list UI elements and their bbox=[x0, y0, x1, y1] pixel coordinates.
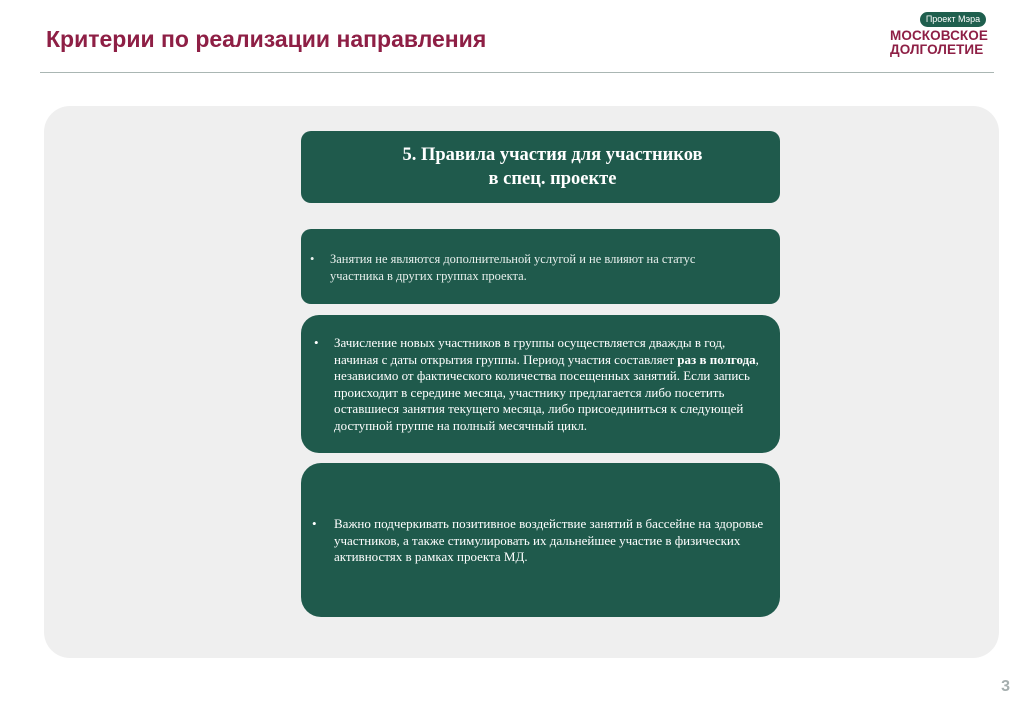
page-title: Критерии по реализации направления bbox=[46, 26, 487, 52]
header-divider bbox=[40, 72, 994, 73]
logo bbox=[888, 12, 992, 62]
rule-text-2-bold: раз в полгода bbox=[677, 351, 756, 367]
logo-badge: Проект Мэра bbox=[920, 12, 986, 27]
bullet-icon: • bbox=[312, 516, 317, 531]
rule-text-1 bbox=[310, 251, 750, 284]
rule-text-3 bbox=[312, 516, 764, 566]
rule-text-3-content: Важно подчеркивать позитивное воздействие занятий в бассейне на здоровье участников, а также стимулировать их дальнейшее участие в физических активностях в рамках проекта МД. bbox=[334, 516, 764, 564]
rule-card-2 bbox=[301, 315, 780, 453]
rule-text-2-part-2: , независимо от фактического количества посещенных занятий. Если запись происходит в середине месяца, участнику предлагается либо посетить оставшиеся занятия текущего месяца, либо присоединиться к следующей доступной группе на полный месячный цикл. bbox=[334, 351, 759, 433]
rule-text-1-content: Занятия не являются дополнительной услугой и не влияют на статус участника в других группах проекта. bbox=[330, 252, 696, 283]
rule-text-2 bbox=[314, 335, 764, 434]
bullet-icon: • bbox=[314, 335, 319, 350]
rule-card-3 bbox=[301, 463, 780, 617]
section-heading-card bbox=[301, 131, 780, 203]
section-heading-line-2: в спец. проекте bbox=[488, 169, 617, 189]
section-heading-line-1: 5. Правила участия для участников bbox=[402, 145, 703, 165]
rule-text-2-part-1: Зачисление новых участников в группы осуществляется дважды в год, начиная с даты открытия группы. Период участия составляет bbox=[334, 335, 726, 367]
bullet-icon: • bbox=[310, 252, 315, 266]
logo-line-1: МОСКОВСКОЕ bbox=[890, 28, 988, 43]
page-number: 3 bbox=[1001, 678, 1010, 695]
rule-card-1 bbox=[301, 229, 780, 304]
logo-line-2: ДОЛГОЛЕТИЕ bbox=[890, 42, 984, 57]
